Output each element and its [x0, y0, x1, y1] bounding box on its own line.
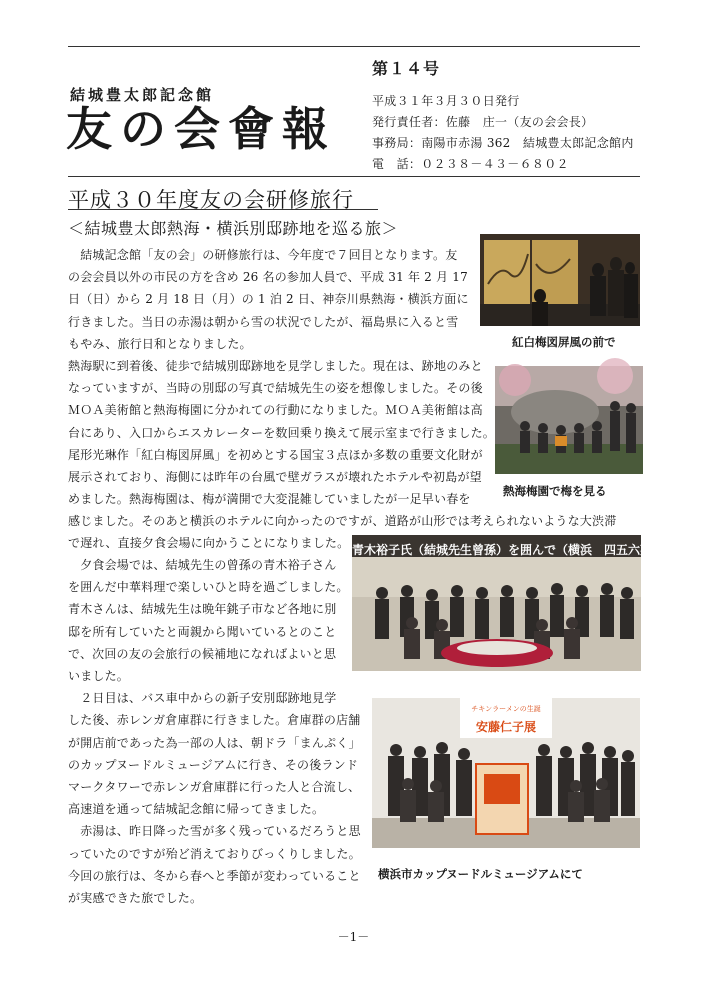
text-line: っていたのですが殆ど消えておりびっくりしました。 [68, 846, 361, 861]
caption-cup-noodle-museum: 横浜市カップヌードルミュージアムにて [378, 867, 583, 881]
text-line: が開店前であった為一部の人は、朝ドラ「まんぷく」 [68, 735, 361, 750]
text-line: ２日目は、バス車中からの新子安別邸跡地見学 [68, 691, 337, 706]
text-line: 結城記念館「友の会」の研修旅行は、今年度で７回目となります。友 [68, 248, 458, 262]
article-headline: 平成３０年度友の会研修旅行 [68, 188, 354, 212]
top-rule [68, 46, 640, 47]
org-name: 結城豊太郎記念館 [70, 86, 215, 104]
page-number: －1－ [337, 930, 370, 944]
photo-cup-noodle-museum [372, 698, 640, 848]
text-line: もやみ、旅行日和となりました。 [68, 336, 252, 351]
text-line: めました。熱海梅園は、梅が満開で大変混雑していましたが一足早い春を [68, 492, 471, 507]
text-line: 感じました。そのあと横浜のホテルに向かったのですが、道路が山形では考えられないような大渋滞 [68, 514, 617, 528]
text-line: 熱海駅に到着後、徒歩で結城別邸跡地を見学しました。現在は、跡地のみと [68, 359, 483, 373]
text-line: 展示されており、海側には昨年の台風で壁ガラスが壊れたホテルや初島が望 [68, 470, 482, 485]
phone-line: 電 話：０２３８－４３－６８０２ [372, 157, 569, 171]
text-line: 尾形光琳作「紅白梅図屏風」を初めとする国宝３点ほか多数の重要文化財が [68, 447, 483, 462]
text-line: 高速道を通って結城記念館に帰ってきました。 [68, 802, 325, 817]
text-line: のカップヌードルミュージアムに行き、その後ランド [68, 757, 359, 772]
text-line: で、次回の友の会旅行の候補地になればよいと思 [68, 646, 337, 661]
text-line: 今回の旅行は、冬から春へと季節が変わっていること [68, 868, 361, 883]
dinner-photo-banner: 青木裕子氏（結城先生曾孫）を囲んで（横浜 四五六菜館） [352, 543, 677, 557]
text-line: マークタワーで赤レンガ倉庫群に行った人と合流し、 [68, 780, 361, 795]
text-line: した後、赤レンガ倉庫群に行きました。倉庫群の店舗 [68, 713, 361, 728]
body-block-intro [68, 244, 469, 355]
headline-underline [68, 209, 378, 210]
text-line: の会会員以外の市民の方を含め 26 名の参加人員で、平成 31 年 2 月 17 [68, 270, 468, 285]
museum-poster-title: 安藤仁子展 [475, 720, 536, 734]
body-block-atami [68, 355, 495, 510]
body-block-yokohama [68, 554, 361, 909]
article-subheadline: ＜結城豊太郎熱海・横浜別邸跡地を巡る旅＞ [68, 219, 399, 238]
photo-plum-garden [495, 366, 643, 474]
text-line: 邸を所有していたと両親から聞いているとのこと [68, 624, 337, 639]
text-line: 赤湯は、昨日降った雪が多く残っているだろうと思 [68, 824, 361, 839]
publish-date: 平成３１年３月３０日発行 [372, 94, 520, 108]
photo-dinner-group [352, 535, 677, 671]
text-line: 行きました。当日の赤湯は朝から雪の状況でしたが、福島県に入ると雪 [68, 314, 459, 329]
text-line: ＭＯＡ美術館と熱海梅園に分かれての行動になりました。ＭＯＡ美術館は高 [68, 403, 483, 418]
text-line: なっていますが、当時の別邸の写真で結城先生の姿を想像しました。その後 [68, 381, 483, 396]
caption-folding-screen: 紅白梅図屏風の前で [512, 335, 616, 349]
text-line: を囲んだ中華料理で楽しいひと時を過ごしました。 [68, 580, 349, 595]
editor-line: 発行責任者：佐藤 庄一（友の会会長） [372, 115, 594, 129]
text-line: 夕食会場では、結城先生の曾孫の青木裕子さん [68, 558, 337, 572]
text-line: いました。 [68, 669, 130, 684]
photo-folding-screen [480, 234, 640, 326]
issue-number: 第１４号 [372, 59, 441, 78]
masthead-rule [68, 176, 640, 177]
text-line: 日（日）から 2 月 18 日（月）の 1 泊 2 日、神奈川県熱海・横浜方面に [68, 292, 469, 307]
newsletter-logo-title: 友の会會報 [66, 102, 336, 156]
museum-poster-subtitle: チキンラーメンの生誕 [471, 705, 541, 713]
text-line: 台にあり、入口からエスカレーターを数回乗り換えて展示室まで行きました。 [68, 425, 496, 440]
office-line: 事務局：南陽市赤湯 362 結城豊太郎記念館内 [372, 136, 634, 150]
text-line: 青木さんは、結城先生は晩年銚子市など各地に別 [68, 602, 337, 617]
caption-plum-garden: 熱海梅園で梅を見る [503, 484, 607, 498]
text-line: で遅れ、直接夕食会場に向かうことになりました。 [68, 536, 350, 551]
text-line: が実感できた旅でした。 [68, 891, 203, 906]
